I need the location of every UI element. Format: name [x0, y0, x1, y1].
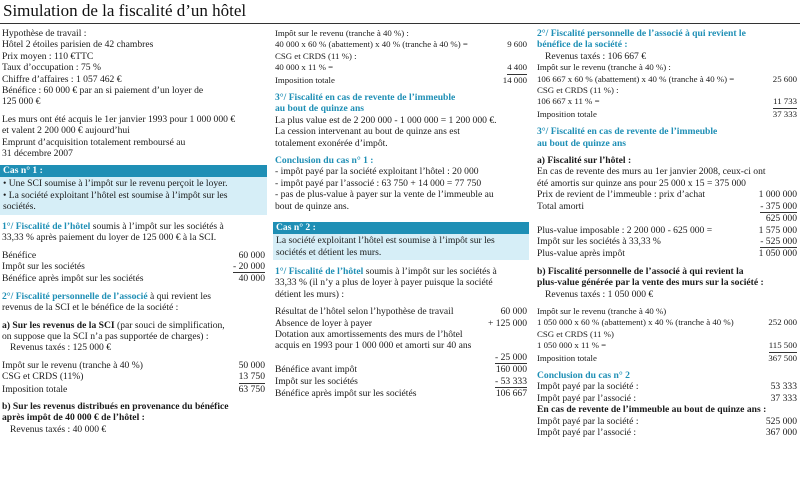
row-label: Impôt sur les sociétés	[2, 260, 85, 272]
table-row	[537, 74, 797, 85]
table-row	[537, 85, 797, 96]
row-label: CSG et CRDS (11%)	[2, 371, 84, 383]
resale-text	[275, 115, 527, 149]
sci-taxed-income: Revenus taxés : 125 000 €	[10, 342, 111, 354]
hotel-tax-intro-2: 33,33 % après paiement du loyer de 125 000 € à la SCI.	[2, 232, 217, 244]
row-value: - 25 000	[495, 351, 527, 363]
conclusion-1-line: - impôt payé par l’associé : 63 750 + 14 000 = 77 750	[275, 177, 482, 189]
row-label: Plus-value après impôt	[537, 248, 625, 260]
case-2-hotel-intro-3: détient les murs) :	[275, 288, 345, 300]
row-value: 252 000	[768, 317, 797, 328]
table-row	[275, 51, 527, 62]
row-label: Impôt sur le revenu (tranche à 40 %)	[2, 359, 143, 371]
row-value: + 125 000	[488, 317, 527, 329]
capital-gain-table	[537, 306, 797, 364]
walls-block	[2, 114, 265, 160]
conclusion-1-heading: Conclusion du cas n° 1 :	[275, 155, 374, 167]
walls-line: Les murs ont été acquis le 1er janvier 1993 pour 1 000 000 €	[2, 113, 236, 125]
row-label: Absence de loyer à payer	[275, 317, 372, 329]
table-row	[537, 62, 797, 73]
case-1-line: sociétés.	[3, 201, 36, 213]
row-value: 13 750	[238, 371, 265, 383]
table-row	[275, 364, 527, 375]
table-row	[537, 317, 797, 328]
resale-line: La cession intervenant au bout de quinze ans est	[275, 126, 460, 138]
row-label: Prix de revient de l’immeuble : prix d’achat	[537, 189, 706, 201]
case-2-hotel-table	[275, 306, 527, 399]
row-label: 1 050 000 x 11 % =	[537, 340, 607, 351]
table-row	[2, 371, 265, 383]
row-value: 1 050 000	[758, 248, 797, 260]
row-value: 11 733	[773, 96, 797, 108]
table-row	[537, 427, 797, 438]
row-label: CSG et CRDS (11 %) :	[537, 85, 619, 96]
hypothesis-line: Hypothèse de travail :	[2, 28, 87, 39]
row-value: 625 000	[765, 213, 797, 225]
conclusion-2-table	[537, 381, 797, 404]
table-row	[537, 201, 797, 213]
case-2-band: Cas n° 2 :	[273, 222, 529, 234]
case-2-line: La société exploitant l’hôtel est soumise à l’impôt sur les	[276, 235, 495, 247]
hotel-resale-table	[537, 189, 797, 259]
row-value: 4 400	[507, 62, 527, 74]
row-value: - 53 333	[495, 375, 527, 387]
row-label: Impôt payé par la société :	[537, 381, 639, 393]
row-label: Résultat de l’hôtel selon l’hypothèse de travail	[275, 306, 454, 318]
row-label: Impôt payé par l’associé :	[537, 392, 637, 404]
row-value: 525 000	[765, 415, 797, 427]
row-value: 60 000	[238, 249, 265, 261]
hotel-resale-line: En cas de revente des murs au 1er janvier 2008, ceux-ci ont	[537, 166, 766, 178]
hypothesis-line: Taux d’occupation : 75 %	[2, 62, 101, 74]
column-2	[275, 28, 527, 399]
table-row	[275, 340, 527, 351]
row-label: Bénéfice après impôt sur les sociétés	[275, 387, 417, 399]
table-row	[2, 261, 265, 273]
table-row	[537, 340, 797, 352]
row-value: 60 000	[500, 306, 527, 318]
resale-line: totalement exonérée d’impôt.	[275, 137, 388, 149]
row-label: Plus-value imposable : 2 200 000 - 625 000 =	[537, 224, 713, 236]
row-label: Dotation aux amortissements des murs de l’hôtel	[275, 328, 463, 340]
conclusion-1-line: - pas de plus-value à payer sur la vente de l’immeuble au	[275, 189, 494, 201]
row-value: 25 600	[772, 73, 797, 84]
hypothesis-line: 125 000 €	[2, 96, 41, 108]
row-label: Bénéfice	[2, 249, 37, 261]
row-label: Impôt sur le revenu (tranche à 40 %)	[537, 305, 667, 316]
table-row	[537, 236, 797, 248]
hotel-tax-intro: 1°/ Fiscalité de l’hôtel soumis à l’impôt sur les sociétés à	[2, 220, 224, 232]
sci-tax-table	[2, 360, 265, 395]
hotel-resale-text	[537, 166, 797, 189]
row-value: - 375 000	[760, 200, 797, 212]
resale-heading-2: au bout de quinze ans	[275, 103, 365, 115]
table-row	[275, 75, 527, 86]
case-2-box	[273, 234, 529, 260]
case-2-resale-heading-2: au bout de quinze ans	[537, 137, 627, 149]
page-title: Simulation de la fiscalité d’un hôtel	[3, 1, 247, 20]
row-label: CSG et CRDS (11 %) :	[275, 50, 357, 61]
row-value: 1 575 000	[758, 224, 797, 236]
row-value: 1 000 000	[758, 189, 797, 201]
conclusion-2-resale-line: En cas de revente de l’immeuble au bout de quinze ans :	[537, 404, 767, 416]
conclusion-1-line: - impôt payé par la société exploitant l’hôtel : 20 000	[275, 166, 479, 178]
distributed-income-heading: b) Sur les revenus distribués en provenance du bénéfice	[2, 400, 229, 412]
table-row	[2, 384, 265, 395]
row-value: 37 333	[770, 392, 797, 404]
partner-tax-intro-2: revenus de la SCI et le bénéfice de la société :	[2, 302, 179, 314]
resale-line: La plus value est de 2 200 000 - 1 000 000 = 1 200 000 €.	[275, 114, 497, 126]
conclusion-1-list	[275, 166, 527, 212]
case-1-line: • Une SCI soumise à l’impôt sur le revenu perçoit le loyer.	[3, 178, 228, 190]
row-label: Impôt sur le revenu (tranche à 40 %) :	[275, 28, 409, 38]
row-value: 9 600	[507, 39, 527, 50]
row-label: acquis en 1993 pour 1 000 000 et amorti sur 40 ans	[275, 340, 472, 352]
row-label: Impôt sur les sociétés	[275, 375, 358, 387]
hypothesis-block	[2, 28, 265, 108]
hypothesis-line: Hôtel 2 étoiles parisien de 42 chambres	[2, 39, 154, 51]
walls-line: 31 décembre 2007	[2, 148, 73, 160]
table-row	[275, 352, 527, 364]
hypothesis-line: Prix moyen : 110 €TTC	[2, 50, 94, 62]
row-label: 40 000 x 11 % =	[275, 62, 334, 73]
table-row	[275, 28, 527, 39]
conclusion-2-heading: Conclusion du cas n° 2	[537, 369, 630, 381]
row-label: Impôt payé par la société :	[537, 415, 639, 427]
hotel-resale-heading: a) Fiscalité sur l’hôtel :	[537, 155, 632, 167]
row-value: 53 333	[770, 381, 797, 393]
distributed-income-heading-2: après impôt de 40 000 € de l’hôtel :	[2, 412, 145, 424]
row-label: Impôt payé par l’associé :	[537, 427, 637, 438]
row-value: 50 000	[238, 359, 265, 371]
case-1-line: • La société exploitant l’hôtel est soumise à l’impôt sur les	[3, 189, 228, 201]
table-row	[537, 189, 797, 200]
case-2-hotel-intro: 1°/ Fiscalité de l’hôtel soumis à l’impôt sur les sociétés à	[275, 265, 497, 277]
row-value: 63 750	[238, 383, 265, 395]
case-2-partner-heading-2: bénéfice de la société :	[537, 39, 628, 51]
distributed-taxed-income: Revenus taxés : 40 000 €	[10, 423, 107, 435]
row-value: 367 000	[765, 427, 797, 438]
hotel-resale-line: été amortis sur quinze ans pour 25 000 x 15 = 375 000	[537, 177, 746, 189]
row-label: Total amorti	[537, 200, 585, 212]
table-row	[537, 248, 797, 259]
walls-line: et valent 2 200 000 € aujourd’hui	[2, 125, 130, 137]
hotel-tax-table	[2, 250, 265, 285]
column-3	[537, 28, 797, 438]
hypothesis-line: Bénéfice : 60 000 € par an si paiement d’un loyer de	[2, 85, 204, 97]
row-label: 106 667 x 11 % =	[537, 96, 600, 107]
capital-gain-heading-2: plus-value générée par la vente des murs sur la société :	[537, 277, 764, 289]
case-2-taxed-income: Revenus taxés : 106 667 €	[545, 50, 646, 62]
row-label: 1 050 000 x 60 % (abattement) x 40 % (tranche à 40 %)	[537, 317, 734, 328]
capital-gain-heading: b) Fiscalité personnelle de l’associé à qui revient la	[537, 265, 744, 277]
row-value: 115 500	[769, 340, 797, 352]
conclusion-2-resale-table	[537, 416, 797, 439]
row-label: Bénéfice avant impôt	[275, 364, 358, 376]
column-1	[2, 28, 265, 435]
case-2-hotel-intro-2: 33,33 % (il n’y a plus de loyer à payer puisque la société	[275, 277, 493, 289]
conclusion-1-line: bout de quinze ans.	[275, 200, 350, 212]
table-row	[2, 273, 265, 284]
sci-income-heading: a) Sur les revenus de la SCI (par souci de simplification,	[2, 319, 225, 331]
case-2-line: sociétés et détient les murs.	[276, 246, 382, 258]
row-value: 367 500	[768, 352, 797, 363]
row-label: Imposition totale	[537, 352, 597, 363]
row-label: 106 667 x 60 % (abattement) x 40 % (tranche à 40 %) =	[537, 73, 735, 84]
row-label: Imposition totale	[2, 383, 68, 395]
table-row	[537, 306, 797, 317]
row-label: Imposition totale	[275, 74, 335, 85]
case-2-partner-table	[537, 62, 797, 120]
row-value: 106 667	[495, 387, 527, 399]
table-row	[275, 388, 527, 399]
table-row	[275, 306, 527, 317]
case-1-box	[0, 177, 267, 214]
table-row	[537, 381, 797, 392]
hypothesis-line: Chiffre d’affaires : 1 057 462 €	[2, 73, 122, 85]
distributed-tax-table	[275, 28, 527, 86]
table-row	[537, 213, 797, 224]
case-2-resale-heading: 3°/ Fiscalité en cas de revente de l’immeuble	[537, 126, 718, 138]
table-row	[537, 393, 797, 404]
partner-tax-intro: 2°/ Fiscalité personnelle de l’associé à qui revient les	[2, 290, 211, 302]
row-value: - 20 000	[233, 260, 265, 272]
table-row	[275, 39, 527, 50]
table-row	[275, 62, 527, 74]
row-label: Impôt sur les sociétés à 33,33 %	[537, 235, 661, 247]
row-value: 40 000	[238, 273, 265, 285]
case-1-band: Cas n° 1 :	[0, 165, 267, 177]
resale-heading: 3°/ Fiscalité en cas de revente de l’immeuble	[275, 92, 456, 104]
table-row	[2, 250, 265, 261]
table-row	[537, 329, 797, 340]
table-row	[537, 225, 797, 236]
title-rule	[0, 23, 800, 24]
capital-gain-taxed-income: Revenus taxés : 1 050 000 €	[545, 288, 654, 300]
walls-line: Emprunt d’acquisition totalement remboursé au	[2, 136, 186, 148]
table-row	[537, 416, 797, 427]
sci-income-heading-2: on suppose que la SCI n’a pas supportée de charges) :	[2, 330, 209, 342]
table-row	[2, 360, 265, 371]
table-row	[275, 376, 527, 388]
table-row	[537, 96, 797, 108]
row-value: 37 333	[772, 108, 797, 119]
row-value: 14 000	[502, 74, 527, 85]
row-label: Imposition totale	[537, 108, 597, 119]
row-label: Impôt sur le revenu (tranche à 40 %) :	[537, 62, 671, 73]
row-value: 160 000	[495, 364, 527, 376]
table-row	[275, 329, 527, 340]
row-value: - 525 000	[760, 235, 797, 247]
case-2-partner-heading: 2°/ Fiscalité personnelle de l’associé à qui revient le	[537, 28, 746, 39]
row-label: Bénéfice après impôt sur les sociétés	[2, 273, 144, 285]
table-row	[537, 353, 797, 364]
table-row	[275, 318, 527, 329]
table-row	[537, 109, 797, 120]
row-label: 40 000 x 60 % (abattement) x 40 % (tranche à 40 %) =	[275, 39, 468, 50]
row-label: CSG et CRDS (11 %)	[537, 328, 614, 339]
